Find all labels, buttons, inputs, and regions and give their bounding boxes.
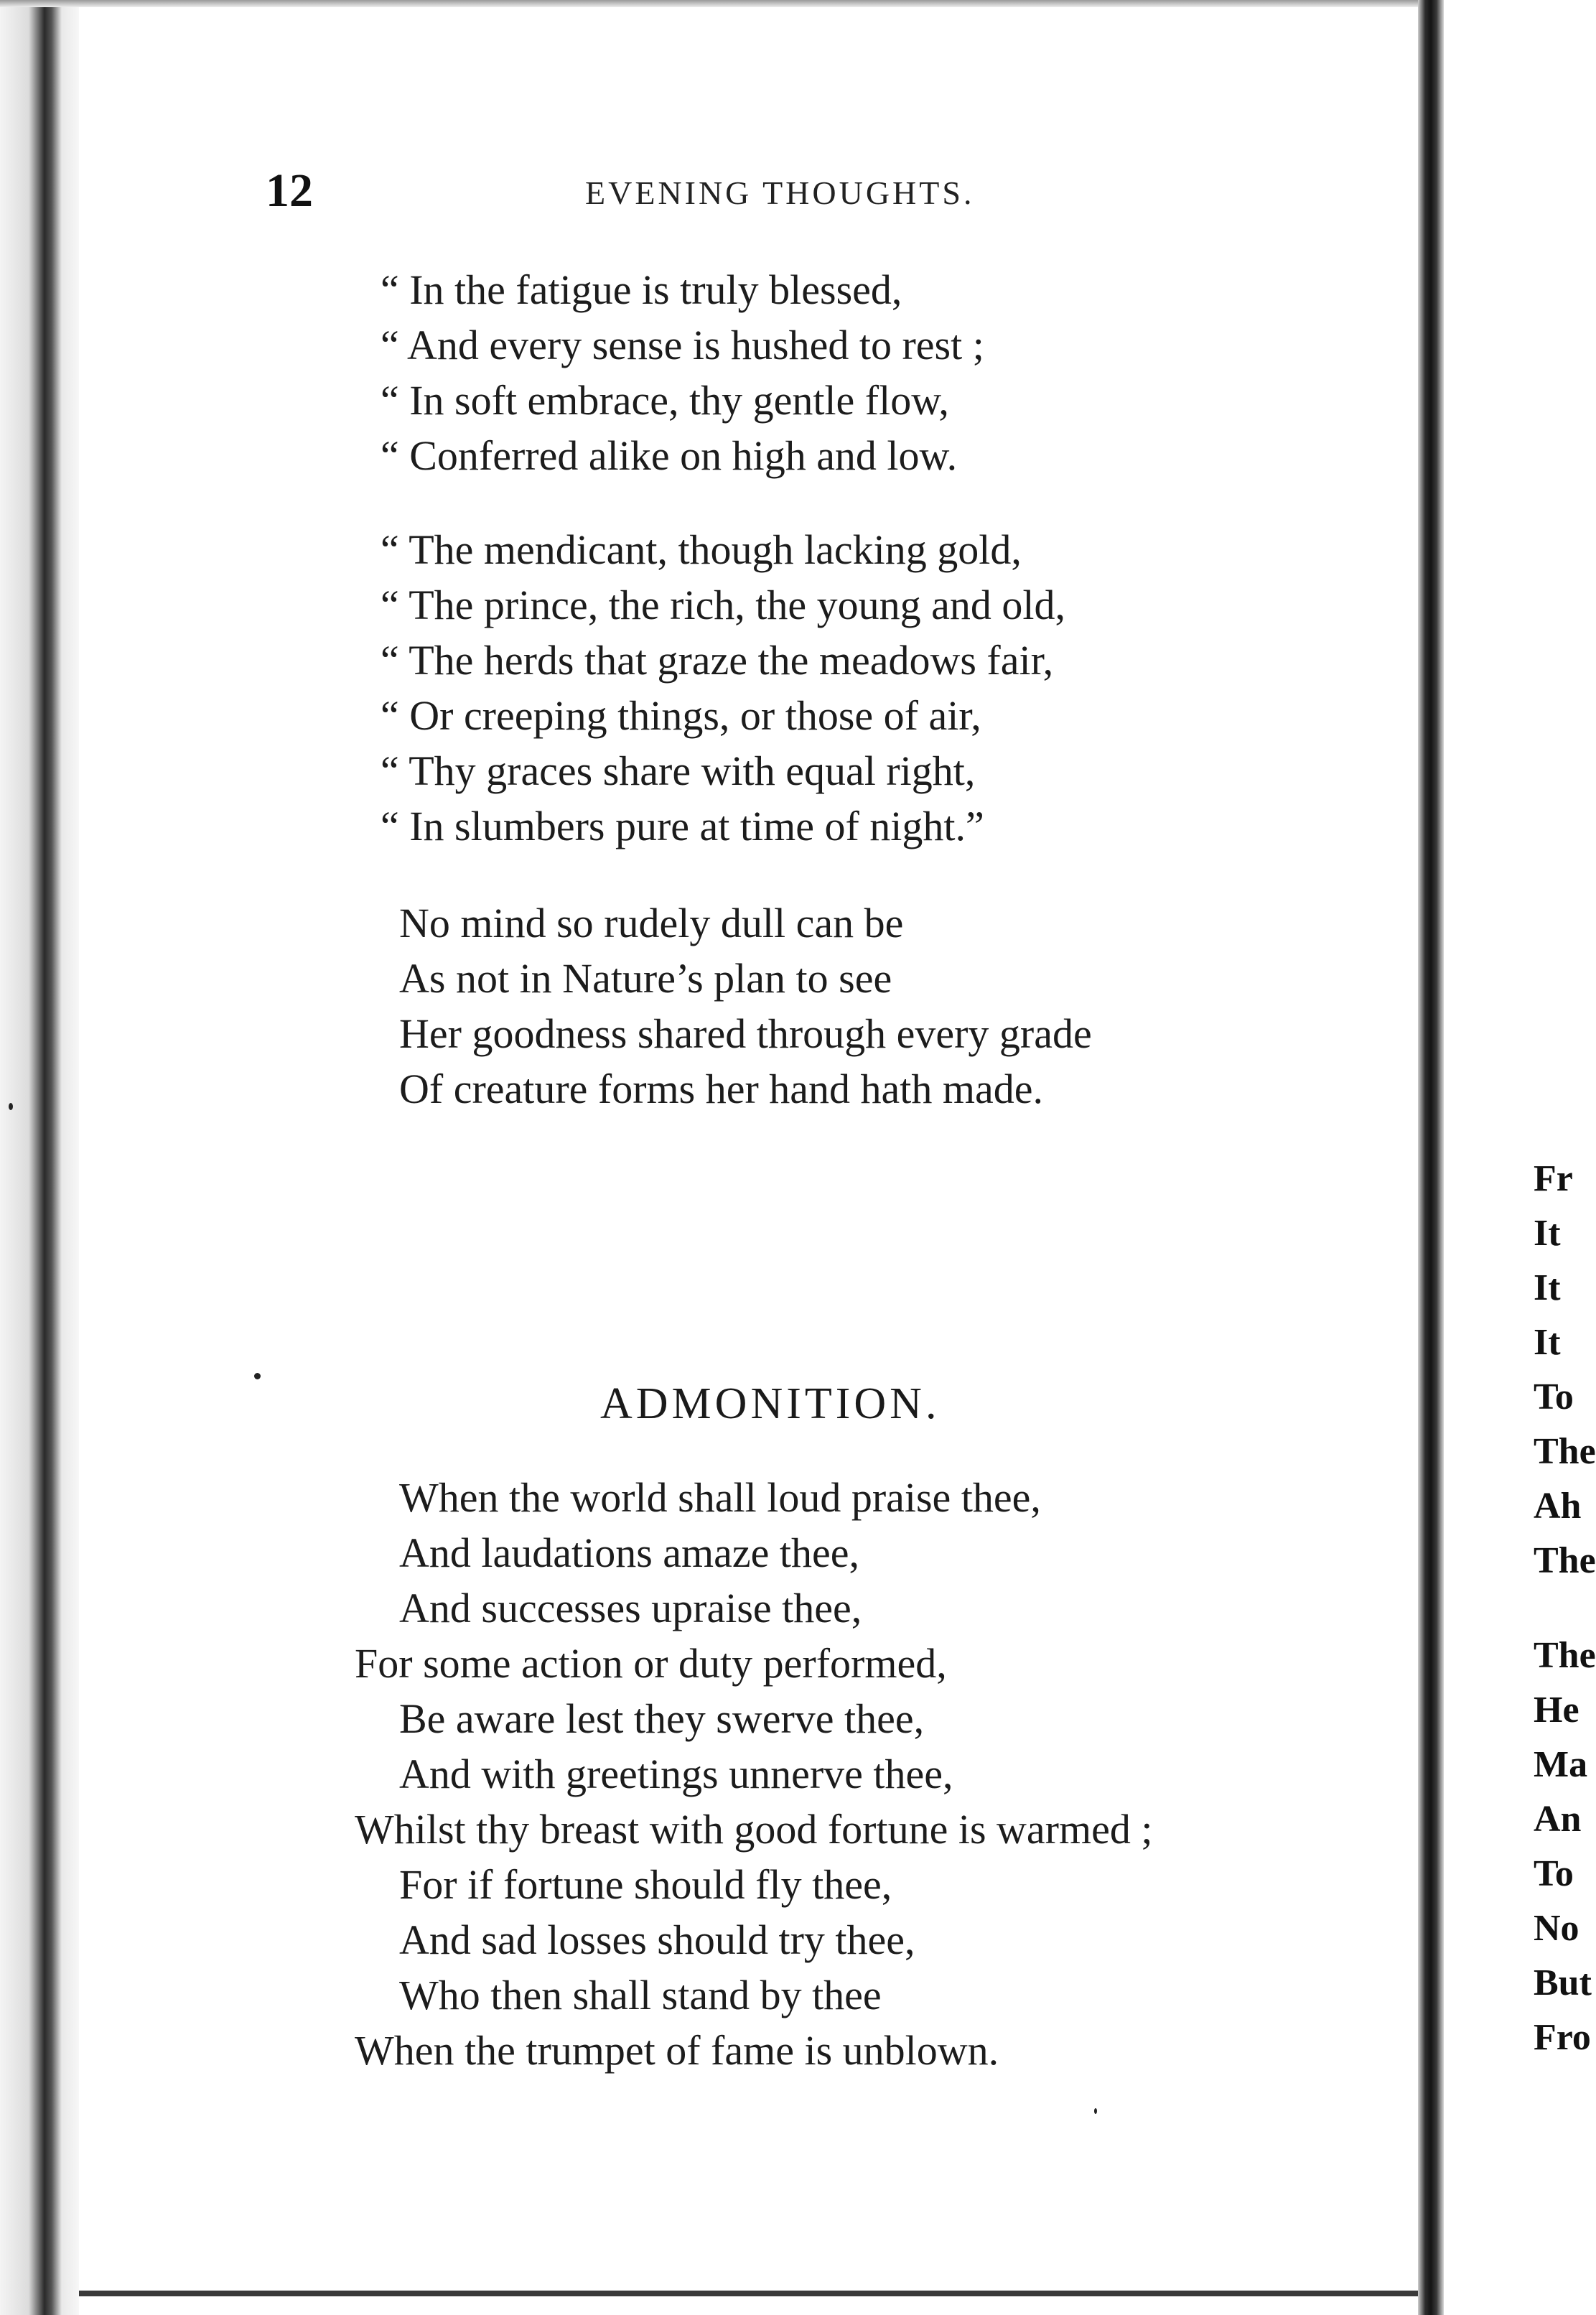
verse-line: No mind so rudely dull can be: [399, 900, 904, 946]
verse-line: And laudations amaze thee,: [399, 1529, 859, 1576]
facing-page-fragment: The: [1534, 1431, 1596, 1472]
facing-page-fragment: It: [1534, 1322, 1561, 1363]
facing-page-fragment: He: [1534, 1690, 1579, 1731]
verse-line: “ Or creeping things, or those of air,: [381, 692, 981, 739]
facing-page-fragment: Fro: [1534, 2017, 1591, 2058]
verse-line: “ And every sense is hushed to rest ;: [381, 322, 984, 368]
verse-line: “ The mendicant, though lacking gold,: [381, 526, 1022, 573]
page-header: [266, 164, 1414, 221]
facing-page-fragment: Ma: [1534, 1744, 1588, 1785]
verse-line: Of creature forms her hand hath made.: [399, 1066, 1043, 1112]
ink-speck: [1094, 2108, 1097, 2114]
poem-title: ADMONITION.: [600, 1379, 941, 1428]
ink-speck: [254, 1373, 261, 1379]
book-binding-left-edge: [0, 0, 79, 2315]
page-number: 12: [266, 164, 313, 217]
facing-page-fragment: No: [1534, 1908, 1579, 1949]
verse-line: Whilst thy breast with good fortune is warmed ;: [355, 1806, 1153, 1853]
facing-page: [1444, 0, 1596, 2315]
verse-line: “ Conferred alike on high and low.: [381, 432, 958, 479]
verse-line: “ In slumbers pure at time of night.”: [381, 803, 984, 849]
verse-line: Her goodness shared through every grade: [399, 1010, 1092, 1057]
verse-line: And successes upraise thee,: [399, 1585, 862, 1631]
page-top-edge: [0, 0, 1585, 7]
verse-line: Who then shall stand by thee: [399, 1972, 882, 2018]
facing-page-fragment: To: [1534, 1853, 1574, 1894]
facing-page-fragment: Fr: [1534, 1158, 1573, 1199]
verse-line: “ In soft embrace, thy gentle flow,: [381, 377, 949, 424]
verse-line: “ Thy graces share with equal right,: [381, 747, 976, 794]
book-gutter: [1418, 0, 1444, 2315]
facing-page-fragment: But: [1534, 1962, 1592, 2003]
verse-line: And with greetings unnerve thee,: [399, 1751, 953, 1797]
verse-line: Be aware lest they swerve thee,: [399, 1695, 925, 1742]
verse-line: For some action or duty performed,: [355, 1640, 947, 1687]
facing-page-fragment: Ah: [1534, 1486, 1582, 1527]
page-bottom-edge: [79, 2291, 1429, 2296]
facing-page-fragment: It: [1534, 1213, 1561, 1254]
facing-page-fragment: It: [1534, 1267, 1561, 1308]
facing-page-fragment: The: [1534, 1540, 1596, 1581]
verse-line: For if fortune should fly thee,: [399, 1861, 892, 1908]
verse-line: And sad losses should try thee,: [399, 1916, 915, 1963]
facing-page-fragment: To: [1534, 1377, 1574, 1417]
verse-line: “ In the fatigue is truly blessed,: [381, 266, 902, 313]
ink-speck: [9, 1103, 13, 1110]
verse-line: “ The prince, the rich, the young and old,: [381, 582, 1066, 628]
verse-line: When the world shall loud praise thee,: [399, 1474, 1041, 1521]
running-head: EVENING THOUGHTS.: [585, 174, 975, 211]
verse-line: As not in Nature’s plan to see: [399, 955, 892, 1002]
facing-page-fragment: An: [1534, 1799, 1582, 1840]
verse-line: “ The herds that graze the meadows fair,: [381, 637, 1054, 684]
verse-line: When the trumpet of fame is unblown.: [355, 2027, 999, 2074]
facing-page-fragment: The: [1534, 1635, 1596, 1676]
